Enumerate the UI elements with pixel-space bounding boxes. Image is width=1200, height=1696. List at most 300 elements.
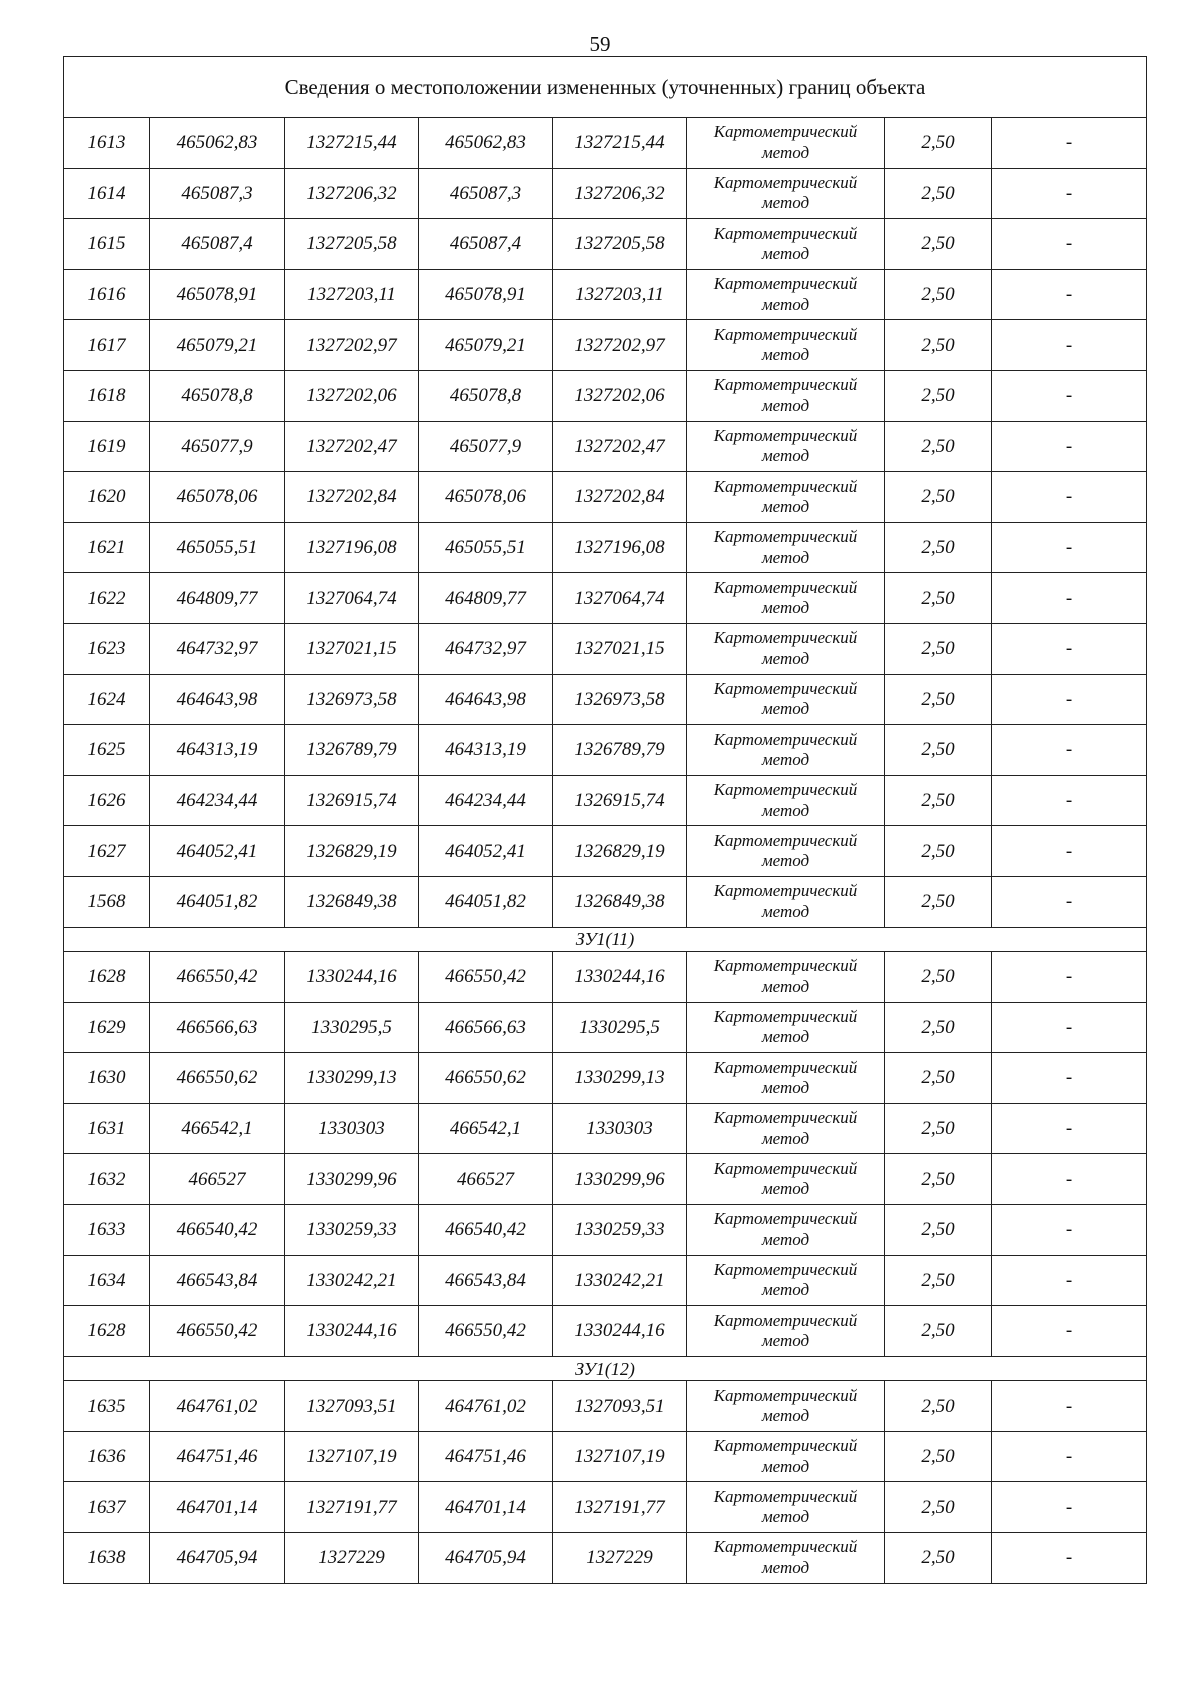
accuracy-cell: 2,50 bbox=[885, 168, 992, 219]
description-cell: - bbox=[992, 219, 1147, 270]
method-line-2: метод bbox=[761, 1229, 810, 1249]
accuracy-cell: 2,50 bbox=[885, 876, 992, 927]
y-existing-cell: 1330259,33 bbox=[285, 1204, 419, 1255]
page-number: 59 bbox=[589, 32, 611, 56]
y-existing-cell: 1326915,74 bbox=[285, 775, 419, 826]
table-row bbox=[64, 370, 1147, 421]
point-id-cell: 1627 bbox=[64, 826, 150, 877]
method-line-1: Картометрический bbox=[713, 1436, 858, 1456]
x-refined-cell: 464052,41 bbox=[419, 826, 553, 877]
method-line-2: метод bbox=[761, 1027, 810, 1047]
table-row bbox=[64, 1002, 1147, 1053]
description-cell: - bbox=[992, 1482, 1147, 1533]
accuracy-cell: 2,50 bbox=[885, 370, 992, 421]
y-refined-cell: 1327064,74 bbox=[553, 573, 687, 624]
table-row bbox=[64, 826, 1147, 877]
y-refined-cell: 1327107,19 bbox=[553, 1431, 687, 1482]
method-cell bbox=[687, 1103, 885, 1154]
y-existing-cell: 1327191,77 bbox=[285, 1482, 419, 1533]
x-existing-cell: 466550,42 bbox=[150, 1306, 285, 1357]
method-line-1: Картометрический bbox=[713, 1007, 858, 1026]
method-line-1: Картометрический bbox=[713, 1057, 858, 1077]
point-id-cell: 1634 bbox=[64, 1255, 150, 1306]
method-cell bbox=[687, 826, 885, 877]
x-refined-cell: 464809,77 bbox=[419, 573, 553, 624]
method-line-1: Картометрический bbox=[713, 122, 858, 142]
method-cell bbox=[687, 1053, 885, 1104]
method-cell bbox=[687, 1533, 885, 1584]
x-refined-cell: 464761,02 bbox=[419, 1381, 553, 1432]
description-cell: - bbox=[992, 775, 1147, 826]
method-line-1: Картометрический bbox=[713, 476, 858, 496]
point-id-cell: 1616 bbox=[64, 269, 150, 320]
accuracy-cell: 2,50 bbox=[885, 269, 992, 320]
description-cell: - bbox=[992, 725, 1147, 776]
y-refined-cell: 1330295,5 bbox=[553, 1002, 687, 1053]
accuracy-cell: 2,50 bbox=[885, 952, 992, 1003]
method-cell bbox=[687, 573, 885, 624]
point-id-cell: 1615 bbox=[64, 219, 150, 270]
y-refined-cell: 1327093,51 bbox=[553, 1381, 687, 1432]
description-cell: - bbox=[992, 1204, 1147, 1255]
description-cell: - bbox=[992, 1053, 1147, 1104]
x-existing-cell: 464701,14 bbox=[150, 1482, 285, 1533]
point-id-cell: 1617 bbox=[64, 320, 150, 371]
description-cell: - bbox=[992, 674, 1147, 725]
y-existing-cell: 1327215,44 bbox=[285, 118, 419, 169]
x-existing-cell: 465087,4 bbox=[150, 219, 285, 270]
y-refined-cell: 1330299,96 bbox=[553, 1154, 687, 1205]
point-id-cell: 1626 bbox=[64, 775, 150, 826]
method-line-1: Картометрический bbox=[713, 1385, 858, 1405]
y-existing-cell: 1327064,74 bbox=[285, 573, 419, 624]
method-line-1: Картометрический bbox=[713, 527, 858, 547]
boundary-coordinates-table bbox=[63, 56, 1147, 1584]
point-id-cell: 1613 bbox=[64, 118, 150, 169]
x-refined-cell: 466550,42 bbox=[419, 1306, 553, 1357]
accuracy-cell: 2,50 bbox=[885, 118, 992, 169]
y-existing-cell: 1330244,16 bbox=[285, 952, 419, 1003]
method-line-1: Картометрический bbox=[713, 425, 858, 445]
table-row bbox=[64, 421, 1147, 472]
x-refined-cell: 464234,44 bbox=[419, 775, 553, 826]
table-row bbox=[64, 573, 1147, 624]
method-line-1: Картометрический bbox=[713, 223, 858, 243]
method-cell bbox=[687, 1381, 885, 1432]
x-refined-cell: 464313,19 bbox=[419, 725, 553, 776]
point-id-cell: 1614 bbox=[64, 168, 150, 219]
description-cell: - bbox=[992, 118, 1147, 169]
x-existing-cell: 466543,84 bbox=[150, 1255, 285, 1306]
point-id-cell: 1630 bbox=[64, 1053, 150, 1104]
y-refined-cell: 1330303 bbox=[553, 1103, 687, 1154]
accuracy-cell: 2,50 bbox=[885, 1431, 992, 1482]
section-row bbox=[64, 927, 1147, 952]
method-cell bbox=[687, 623, 885, 674]
table-row bbox=[64, 472, 1147, 523]
accuracy-cell: 2,50 bbox=[885, 725, 992, 776]
description-cell: - bbox=[992, 472, 1147, 523]
table-row bbox=[64, 623, 1147, 674]
table-row bbox=[64, 1381, 1147, 1432]
y-refined-cell: 1327205,58 bbox=[553, 219, 687, 270]
method-line-1: Картометрический bbox=[713, 1537, 858, 1557]
method-cell bbox=[687, 118, 885, 169]
y-refined-cell: 1327196,08 bbox=[553, 522, 687, 573]
table-row bbox=[64, 1306, 1147, 1357]
method-line-1: Картометрический bbox=[713, 1486, 858, 1506]
y-existing-cell: 1327206,32 bbox=[285, 168, 419, 219]
description-cell: - bbox=[992, 168, 1147, 219]
x-refined-cell: 465078,91 bbox=[419, 269, 553, 320]
y-refined-cell: 1327202,97 bbox=[553, 320, 687, 371]
y-existing-cell: 1330299,96 bbox=[285, 1154, 419, 1205]
description-cell: - bbox=[992, 1306, 1147, 1357]
method-line-2: метод bbox=[761, 243, 810, 263]
method-cell bbox=[687, 725, 885, 776]
method-line-2: метод bbox=[761, 547, 810, 567]
x-existing-cell: 465078,91 bbox=[150, 269, 285, 320]
point-id-cell: 1637 bbox=[64, 1482, 150, 1533]
method-line-2: метод bbox=[761, 142, 810, 162]
method-cell bbox=[687, 421, 885, 472]
y-existing-cell: 1327093,51 bbox=[285, 1381, 419, 1432]
point-id-cell: 1625 bbox=[64, 725, 150, 776]
method-line-1: Картометрический bbox=[713, 324, 858, 344]
accuracy-cell: 2,50 bbox=[885, 573, 992, 624]
table-row bbox=[64, 320, 1147, 371]
description-cell: - bbox=[992, 952, 1147, 1003]
x-refined-cell: 465055,51 bbox=[419, 522, 553, 573]
method-cell bbox=[687, 320, 885, 371]
x-existing-cell: 464313,19 bbox=[150, 725, 285, 776]
y-refined-cell: 1330242,21 bbox=[553, 1255, 687, 1306]
method-line-2: метод bbox=[761, 1507, 810, 1527]
method-line-2: метод bbox=[761, 1557, 810, 1577]
description-cell: - bbox=[992, 876, 1147, 927]
method-line-1: Картометрический bbox=[713, 577, 858, 597]
x-refined-cell: 464051,82 bbox=[419, 876, 553, 927]
x-existing-cell: 466550,42 bbox=[150, 952, 285, 1003]
table-row bbox=[64, 168, 1147, 219]
y-refined-cell: 1326915,74 bbox=[553, 775, 687, 826]
method-cell bbox=[687, 1002, 885, 1053]
y-refined-cell: 1330259,33 bbox=[553, 1204, 687, 1255]
method-line-2: метод bbox=[761, 901, 810, 921]
x-existing-cell: 464761,02 bbox=[150, 1381, 285, 1432]
accuracy-cell: 2,50 bbox=[885, 1103, 992, 1154]
method-line-1: Картометрический bbox=[713, 678, 858, 698]
table-row bbox=[64, 1533, 1147, 1584]
accuracy-cell: 2,50 bbox=[885, 320, 992, 371]
method-cell bbox=[687, 269, 885, 320]
accuracy-cell: 2,50 bbox=[885, 1002, 992, 1053]
y-existing-cell: 1327202,06 bbox=[285, 370, 419, 421]
method-line-2: метод bbox=[761, 1179, 810, 1199]
accuracy-cell: 2,50 bbox=[885, 1154, 992, 1205]
method-line-2: метод bbox=[761, 1406, 810, 1426]
table-row bbox=[64, 1103, 1147, 1154]
x-refined-cell: 466540,42 bbox=[419, 1204, 553, 1255]
table-row bbox=[64, 1154, 1147, 1205]
table-row bbox=[64, 952, 1147, 1003]
method-line-1: Картометрический bbox=[713, 1209, 858, 1229]
x-existing-cell: 464705,94 bbox=[150, 1533, 285, 1584]
description-cell: - bbox=[992, 1103, 1147, 1154]
method-cell bbox=[687, 1204, 885, 1255]
method-cell bbox=[687, 168, 885, 219]
accuracy-cell: 2,50 bbox=[885, 522, 992, 573]
method-line-1: Картометрический bbox=[713, 274, 858, 294]
accuracy-cell: 2,50 bbox=[885, 775, 992, 826]
x-refined-cell: 465078,8 bbox=[419, 370, 553, 421]
description-cell: - bbox=[992, 1255, 1147, 1306]
accuracy-cell: 2,50 bbox=[885, 1306, 992, 1357]
y-refined-cell: 1326973,58 bbox=[553, 674, 687, 725]
method-line-1: Картометрический bbox=[713, 628, 858, 648]
point-id-cell: 1633 bbox=[64, 1204, 150, 1255]
method-line-2: метод bbox=[761, 345, 810, 365]
method-line-2: метод bbox=[761, 1280, 810, 1300]
method-cell bbox=[687, 952, 885, 1003]
table-row bbox=[64, 269, 1147, 320]
y-existing-cell: 1327107,19 bbox=[285, 1431, 419, 1482]
y-existing-cell: 1326829,19 bbox=[285, 826, 419, 877]
method-line-2: метод bbox=[761, 749, 810, 769]
method-line-1: Картометрический bbox=[713, 729, 858, 749]
method-cell bbox=[687, 370, 885, 421]
y-existing-cell: 1330303 bbox=[285, 1103, 419, 1154]
method-line-1: Картометрический bbox=[713, 956, 858, 976]
method-line-2: метод bbox=[761, 446, 810, 466]
point-id-cell: 1628 bbox=[64, 1306, 150, 1357]
table-row bbox=[64, 1431, 1147, 1482]
table-row bbox=[64, 674, 1147, 725]
method-line-2: метод bbox=[761, 294, 810, 314]
y-existing-cell: 1330244,16 bbox=[285, 1306, 419, 1357]
accuracy-cell: 2,50 bbox=[885, 1482, 992, 1533]
point-id-cell: 1621 bbox=[64, 522, 150, 573]
y-existing-cell: 1326973,58 bbox=[285, 674, 419, 725]
accuracy-cell: 2,50 bbox=[885, 1381, 992, 1432]
description-cell: - bbox=[992, 573, 1147, 624]
x-existing-cell: 465062,83 bbox=[150, 118, 285, 169]
y-existing-cell: 1327021,15 bbox=[285, 623, 419, 674]
method-line-2: метод bbox=[761, 1456, 810, 1476]
point-id-cell: 1632 bbox=[64, 1154, 150, 1205]
point-id-cell: 1631 bbox=[64, 1103, 150, 1154]
method-line-2: метод bbox=[761, 1128, 810, 1148]
description-cell: - bbox=[992, 1002, 1147, 1053]
x-existing-cell: 466550,62 bbox=[150, 1053, 285, 1104]
table-row bbox=[64, 876, 1147, 927]
accuracy-cell: 2,50 bbox=[885, 421, 992, 472]
method-line-2: метод bbox=[761, 1077, 810, 1097]
x-refined-cell: 465087,4 bbox=[419, 219, 553, 270]
method-line-1: Картометрический bbox=[713, 830, 858, 850]
y-refined-cell: 1327229 bbox=[553, 1533, 687, 1584]
method-line-1: Картометрический bbox=[713, 881, 858, 901]
x-existing-cell: 465078,8 bbox=[150, 370, 285, 421]
x-existing-cell: 466527 bbox=[150, 1154, 285, 1205]
x-existing-cell: 465078,06 bbox=[150, 472, 285, 523]
x-existing-cell: 465077,9 bbox=[150, 421, 285, 472]
table-row bbox=[64, 1053, 1147, 1104]
table-row bbox=[64, 1482, 1147, 1533]
x-existing-cell: 466566,63 bbox=[150, 1002, 285, 1053]
method-line-1: Картометрический bbox=[713, 1310, 858, 1330]
x-existing-cell: 464234,44 bbox=[150, 775, 285, 826]
x-existing-cell: 465079,21 bbox=[150, 320, 285, 371]
method-cell bbox=[687, 1154, 885, 1205]
method-line-1: Картометрический bbox=[713, 173, 858, 192]
x-existing-cell: 464052,41 bbox=[150, 826, 285, 877]
table-row bbox=[64, 522, 1147, 573]
table-row bbox=[64, 219, 1147, 270]
description-cell: - bbox=[992, 370, 1147, 421]
x-refined-cell: 466543,84 bbox=[419, 1255, 553, 1306]
x-refined-cell: 464732,97 bbox=[419, 623, 553, 674]
point-id-cell: 1619 bbox=[64, 421, 150, 472]
x-refined-cell: 465078,06 bbox=[419, 472, 553, 523]
table-row bbox=[64, 1255, 1147, 1306]
method-line-1: Картометрический bbox=[713, 1108, 858, 1128]
section-label: ЗУ1(11) bbox=[64, 927, 1147, 952]
y-refined-cell: 1330244,16 bbox=[553, 1306, 687, 1357]
method-cell bbox=[687, 674, 885, 725]
method-cell bbox=[687, 775, 885, 826]
y-existing-cell: 1326849,38 bbox=[285, 876, 419, 927]
accuracy-cell: 2,50 bbox=[885, 1204, 992, 1255]
y-refined-cell: 1327191,77 bbox=[553, 1482, 687, 1533]
y-refined-cell: 1326789,79 bbox=[553, 725, 687, 776]
description-cell: - bbox=[992, 1431, 1147, 1482]
x-existing-cell: 464751,46 bbox=[150, 1431, 285, 1482]
x-existing-cell: 466542,1 bbox=[150, 1103, 285, 1154]
table-row bbox=[64, 118, 1147, 169]
y-existing-cell: 1327229 bbox=[285, 1533, 419, 1584]
method-line-1: Картометрический bbox=[713, 780, 858, 800]
point-id-cell: 1622 bbox=[64, 573, 150, 624]
description-cell: - bbox=[992, 421, 1147, 472]
x-refined-cell: 466566,63 bbox=[419, 1002, 553, 1053]
y-refined-cell: 1327202,47 bbox=[553, 421, 687, 472]
x-existing-cell: 465087,3 bbox=[150, 168, 285, 219]
x-existing-cell: 466540,42 bbox=[150, 1204, 285, 1255]
x-existing-cell: 464809,77 bbox=[150, 573, 285, 624]
accuracy-cell: 2,50 bbox=[885, 1053, 992, 1104]
x-refined-cell: 466550,62 bbox=[419, 1053, 553, 1104]
accuracy-cell: 2,50 bbox=[885, 472, 992, 523]
accuracy-cell: 2,50 bbox=[885, 623, 992, 674]
y-existing-cell: 1330242,21 bbox=[285, 1255, 419, 1306]
method-line-2: метод bbox=[761, 648, 810, 668]
description-cell: - bbox=[992, 1154, 1147, 1205]
x-existing-cell: 465055,51 bbox=[150, 522, 285, 573]
method-line-2: метод bbox=[761, 699, 810, 719]
y-existing-cell: 1327203,11 bbox=[285, 269, 419, 320]
method-line-1: Картометрический bbox=[713, 1259, 858, 1279]
method-line-2: метод bbox=[761, 976, 810, 996]
method-cell bbox=[687, 522, 885, 573]
x-refined-cell: 465079,21 bbox=[419, 320, 553, 371]
description-cell: - bbox=[992, 320, 1147, 371]
method-cell bbox=[687, 219, 885, 270]
method-cell bbox=[687, 1306, 885, 1357]
description-cell: - bbox=[992, 623, 1147, 674]
point-id-cell: 1620 bbox=[64, 472, 150, 523]
section-label: ЗУ1(12) bbox=[64, 1356, 1147, 1381]
x-refined-cell: 466550,42 bbox=[419, 952, 553, 1003]
method-line-2: метод bbox=[761, 193, 810, 213]
method-line-2: метод bbox=[761, 800, 810, 820]
point-id-cell: 1623 bbox=[64, 623, 150, 674]
method-line-2: метод bbox=[761, 496, 810, 516]
y-refined-cell: 1326849,38 bbox=[553, 876, 687, 927]
point-id-cell: 1629 bbox=[64, 1002, 150, 1053]
y-existing-cell: 1326789,79 bbox=[285, 725, 419, 776]
accuracy-cell: 2,50 bbox=[885, 1255, 992, 1306]
x-refined-cell: 466542,1 bbox=[419, 1103, 553, 1154]
description-cell: - bbox=[992, 522, 1147, 573]
accuracy-cell: 2,50 bbox=[885, 674, 992, 725]
x-refined-cell: 465062,83 bbox=[419, 118, 553, 169]
x-refined-cell: 465077,9 bbox=[419, 421, 553, 472]
method-cell bbox=[687, 1431, 885, 1482]
description-cell: - bbox=[992, 826, 1147, 877]
y-existing-cell: 1330299,13 bbox=[285, 1053, 419, 1104]
method-cell bbox=[687, 1255, 885, 1306]
y-refined-cell: 1327202,84 bbox=[553, 472, 687, 523]
y-refined-cell: 1326829,19 bbox=[553, 826, 687, 877]
point-id-cell: 1635 bbox=[64, 1381, 150, 1432]
accuracy-cell: 2,50 bbox=[885, 1533, 992, 1584]
y-existing-cell: 1327196,08 bbox=[285, 522, 419, 573]
method-line-1: Картометрический bbox=[713, 375, 858, 395]
y-refined-cell: 1327203,11 bbox=[553, 269, 687, 320]
table-title: Сведения о местоположении измененных (уточненных) границ объекта bbox=[64, 57, 1147, 118]
description-cell: - bbox=[992, 1533, 1147, 1584]
section-row bbox=[64, 1356, 1147, 1381]
y-refined-cell: 1330299,13 bbox=[553, 1053, 687, 1104]
table-title-row bbox=[64, 57, 1147, 118]
x-existing-cell: 464732,97 bbox=[150, 623, 285, 674]
y-existing-cell: 1327202,97 bbox=[285, 320, 419, 371]
method-line-2: метод bbox=[761, 1330, 810, 1350]
table-row bbox=[64, 1204, 1147, 1255]
y-refined-cell: 1327202,06 bbox=[553, 370, 687, 421]
y-existing-cell: 1327205,58 bbox=[285, 219, 419, 270]
method-line-2: метод bbox=[761, 395, 810, 415]
x-refined-cell: 464701,14 bbox=[419, 1482, 553, 1533]
point-id-cell: 1638 bbox=[64, 1533, 150, 1584]
x-refined-cell: 464751,46 bbox=[419, 1431, 553, 1482]
point-id-cell: 1624 bbox=[64, 674, 150, 725]
method-line-2: метод bbox=[761, 851, 810, 871]
accuracy-cell: 2,50 bbox=[885, 219, 992, 270]
point-id-cell: 1618 bbox=[64, 370, 150, 421]
x-refined-cell: 464643,98 bbox=[419, 674, 553, 725]
description-cell: - bbox=[992, 269, 1147, 320]
point-id-cell: 1568 bbox=[64, 876, 150, 927]
x-refined-cell: 465087,3 bbox=[419, 168, 553, 219]
point-id-cell: 1636 bbox=[64, 1431, 150, 1482]
y-existing-cell: 1327202,47 bbox=[285, 421, 419, 472]
method-line-1: Картометрический bbox=[713, 1158, 858, 1178]
x-existing-cell: 464051,82 bbox=[150, 876, 285, 927]
table-row bbox=[64, 725, 1147, 776]
y-refined-cell: 1327021,15 bbox=[553, 623, 687, 674]
